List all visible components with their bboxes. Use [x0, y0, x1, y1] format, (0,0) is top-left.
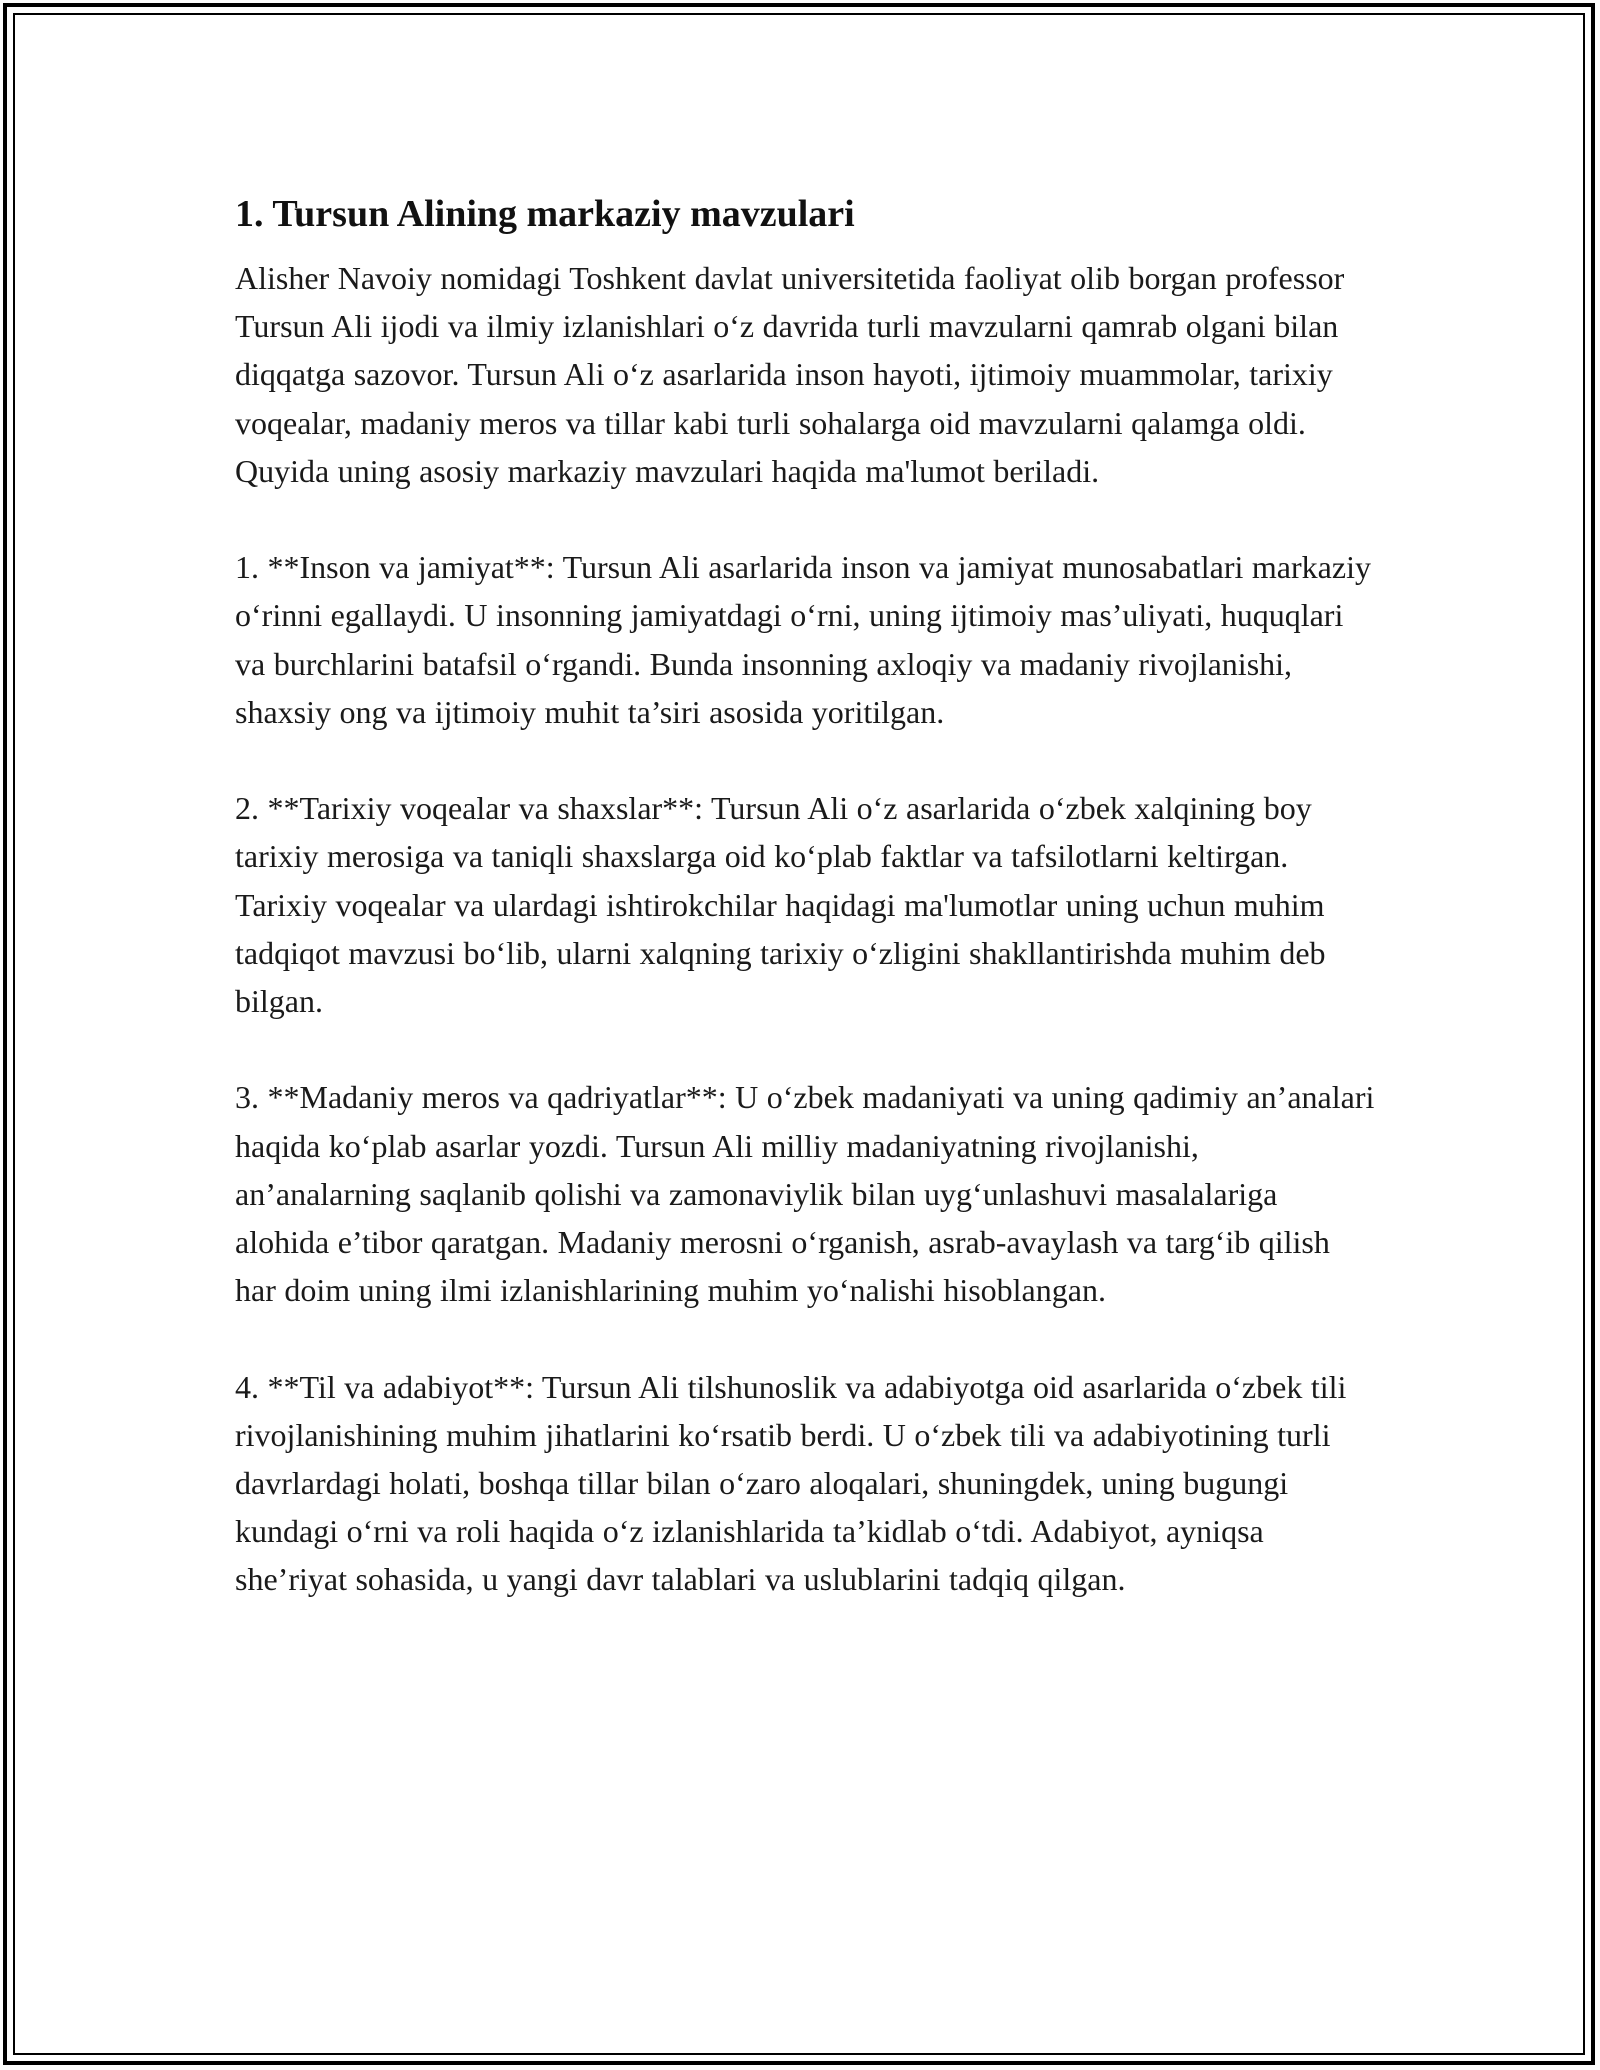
- paragraph-til-va-adabiyot: 4. **Til va adabiyot**: Tursun Ali tilshunoslik va adabiyotga oid asarlarida o‘zbek tili rivojlanishining muhim jihatlarini ko‘rsatib berdi. U o‘zbek tili va adabiyotining turli davrlardagi holati, boshqa tillar bilan o‘zaro aloqalari, shuningdek, uning bugungi kundagi o‘rni va roli haqida o‘z izlanishlarida ta’kidlab o‘tdi. Adabiyot, ayniqsa she’riyat sohasida, u yangi davr talablari va uslublarini tadqiq qilgan.: [235, 1368, 1347, 1598]
- paragraph-tarixiy-voqealar: 2. **Tarixiy voqealar va shaxslar**: Tursun Ali o‘z asarlarida o‘zbek xalqining boy tarixiy merosiga va taniqli shaxslarga oid ko‘plab faktlar va tafsilotlarni keltirgan. Tarixiy voqealar va ulardagi ishtirokchilar haqidagi ma'lumotlar uning uchun muhim tadqiqot mavzusi bo‘lib, ularni xalqning tarixiy o‘zligini shakllantirishda muhim deb bilgan.: [235, 790, 1326, 1020]
- page-title: 1. Tursun Alining markaziy mavzulari: [235, 193, 855, 235]
- document-body: [235, 186, 1375, 1652]
- paragraph-inson-va-jamiyat: 1. **Inson va jamiyat**: Tursun Ali asarlarida inson va jamiyat munosabatlari markaziy o‘rinni egallaydi. U insonning jamiyatdagi o‘rni, uning ijtimoiy mas’uliyati, huquqlari va burchlarini batafsil o‘rgandi. Bunda insonning axloqiy va madaniy rivojlanishi, shaxsiy ong va ijtimoiy muhit ta’siri asosida yoritilgan.: [235, 549, 1371, 730]
- intro-paragraph: Alisher Navoiy nomidagi Toshkent davlat universitetida faoliyat olib borgan professor Tursun Ali ijodi va ilmiy izlanishlari o‘z davrida turli mavzularni qamrab olgani bilan diqqatga sazovor. Tursun Ali o‘z asarlarida inson hayoti, ijtimoiy muammolar, tarixiy voqealar, madaniy meros va tillar kabi turli sohalarga oid mavzularni qalamga oldi. Quyida uning asosiy markaziy mavzulari haqida ma'lumot beriladi.: [235, 260, 1345, 489]
- paragraph-madaniy-meros: 3. **Madaniy meros va qadriyatlar**: U o‘zbek madaniyati va uning qadimiy an’analari haqida ko‘plab asarlar yozdi. Tursun Ali milliy madaniyatning rivojlanishi, an’analarning saqlanib qolishi va zamonaviylik bilan uyg‘unlashuvi masalalariga alohida e’tibor qaratgan. Madaniy merosni o‘rganish, asrab-avaylash va targ‘ib qilish har doim uning ilmi izlanishlarining muhim yo‘nalishi hisoblangan.: [235, 1079, 1375, 1309]
